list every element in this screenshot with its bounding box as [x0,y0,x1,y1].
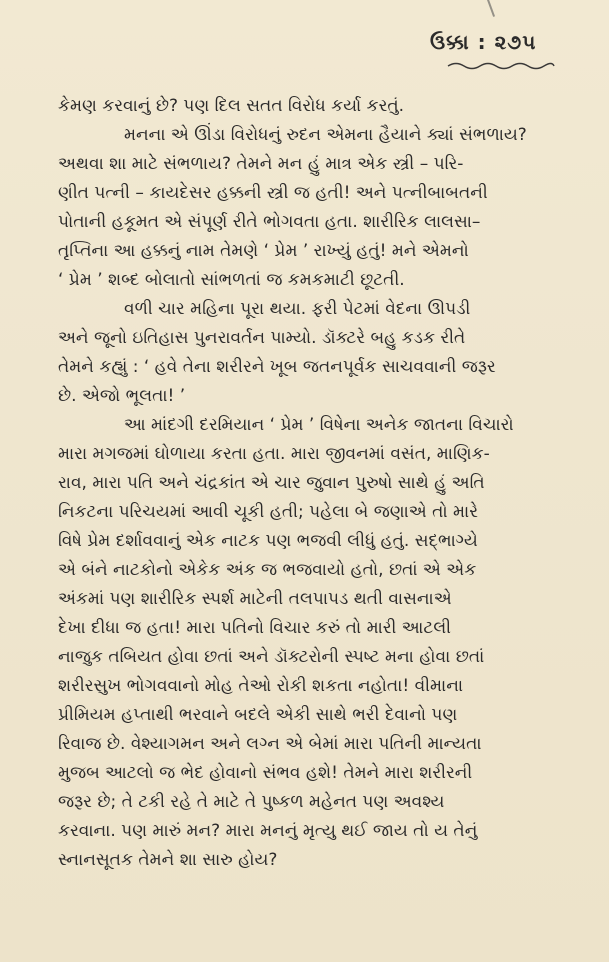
text-line: કરવાના. પણ મારું મન? મારા મનનું મૃત્યુ થઈ જાય તો ય તેનું [58,821,478,841]
header-underline-ornament [446,60,556,72]
text-line: મારા મગજમાં ઘોળાયા કરતા હતા. મારા જીવનમાં વસંત, માણિક- [58,444,490,464]
text-line: રાવ, મારા પતિ અને ચંદ્રકાંત એ ચાર જુવાન પુરુષો સાથે હું અતિ [58,473,485,493]
page-corner-mark [487,0,495,17]
text-line: વળી ચાર મહિના પૂરા થયા. ફરી પેટમાં વેદના ઊપડી [124,299,471,319]
paragraph [58,411,578,875]
text-line: આ માંદગી દરમિયાન ‘ પ્રેમ ’ વિષેના અનેક જાતના વિચારો [124,415,514,435]
text-line: અંકમાં પણ શારીરિક સ્પર્શ માટેની તલપાપડ થતી વાસનાએ [58,589,452,609]
text-line: પોતાની હકૂમત એ સંપૂર્ણ રીતે ભોગવતા હતા. શારીરિક લાલસા– [58,212,481,232]
text-line: એ બંને નાટકોનો એકેક અંક જ ભજવાયો હતો, છતાં એ એક [58,560,477,580]
paragraph [58,295,578,411]
body-text [58,92,578,875]
page-header: ઉક્કા : ૨૭૫ [430,30,537,54]
text-line: દેખા દીધા જ હતા! મારા પતિનો વિચાર કરું તો મારી આટલી [58,618,452,638]
text-line: મુજબ આટલો જ ભેદ હોવાનો સંભવ હશે! તેમને મારા શરીરની [58,763,473,783]
text-line: સ્નાનસૂતક તેમને શા સારુ હોય? [58,850,278,870]
text-line: છે. એજો ભૂલતા! ’ [58,386,186,406]
text-line: વિષે પ્રેમ દર્શાવવાનું એક નાટક પણ ભજવી લીધું હતું. સદ્ભાગ્યે [58,531,478,551]
text-line: તૃપ્તિના આ હક્કનું નામ તેમણે ‘ પ્રેમ ’ રાખ્યું હતું! મને એમનો [58,241,469,261]
paragraph [58,92,578,121]
text-line: પ્રીમિયમ હપ્તાથી ભરવાને બદલે એકી સાથે ભરી દેવાનો પણ [58,705,458,725]
text-line: શરીરસુખ ભોગવવાનો મોહ તેઓ રોકી શકતા નહોતા! વીમાના [58,676,464,696]
text-line: મનના એ ઊંડા વિરોધનું રુદન એમના હૈયાને ક્યાં સંભળાય? [124,125,527,145]
text-line: નાજુક તબિયત હોવા છતાં અને ડૉક્ટરોની સ્પષ્ટ મના હોવા છતાં [58,647,485,667]
paragraph [58,121,578,295]
text-line: અને જૂનો ઇતિહાસ પુનરાવર્તન પામ્યો. ડૉક્ટરે બહુ કડક રીતે [58,328,466,348]
text-line: રિવાજ છે. વેશ્યાગમન અને લગ્ન એ બેમાં મારા પતિની માન્યતા [58,734,482,754]
text-line: ણીત પત્ની – કાયદેસર હક્કની સ્ત્રી જ હતી! અને પત્નીબાબતની [58,183,488,203]
text-line: જરૂર છે; તે ટકી રહે તે માટે તે પુષ્કળ મહેનત પણ અવશ્ય [58,792,445,812]
text-line: તેમને કહ્યું : ‘ હવે તેના શરીરને ખૂબ જતનપૂર્વક સાચવવાની જરૂર [58,357,496,377]
text-line: ‘ પ્રેમ ’ શબ્દ બોલાતો સાંભળતાં જ કમકમાટી છૂટતી. [58,270,405,290]
text-line: કેમણ કરવાનું છે? પણ દિલ સતત વિરોધ કર્યા કરતું. [58,96,405,116]
text-line: નિકટના પરિચયમાં આવી ચૂકી હતી; પહેલા બે જણાએ તો મારે [58,502,478,522]
text-line: અથવા શા માટે સંભળાય? તેમને મન હું માત્ર એક સ્ત્રી – પરિ- [58,154,464,174]
